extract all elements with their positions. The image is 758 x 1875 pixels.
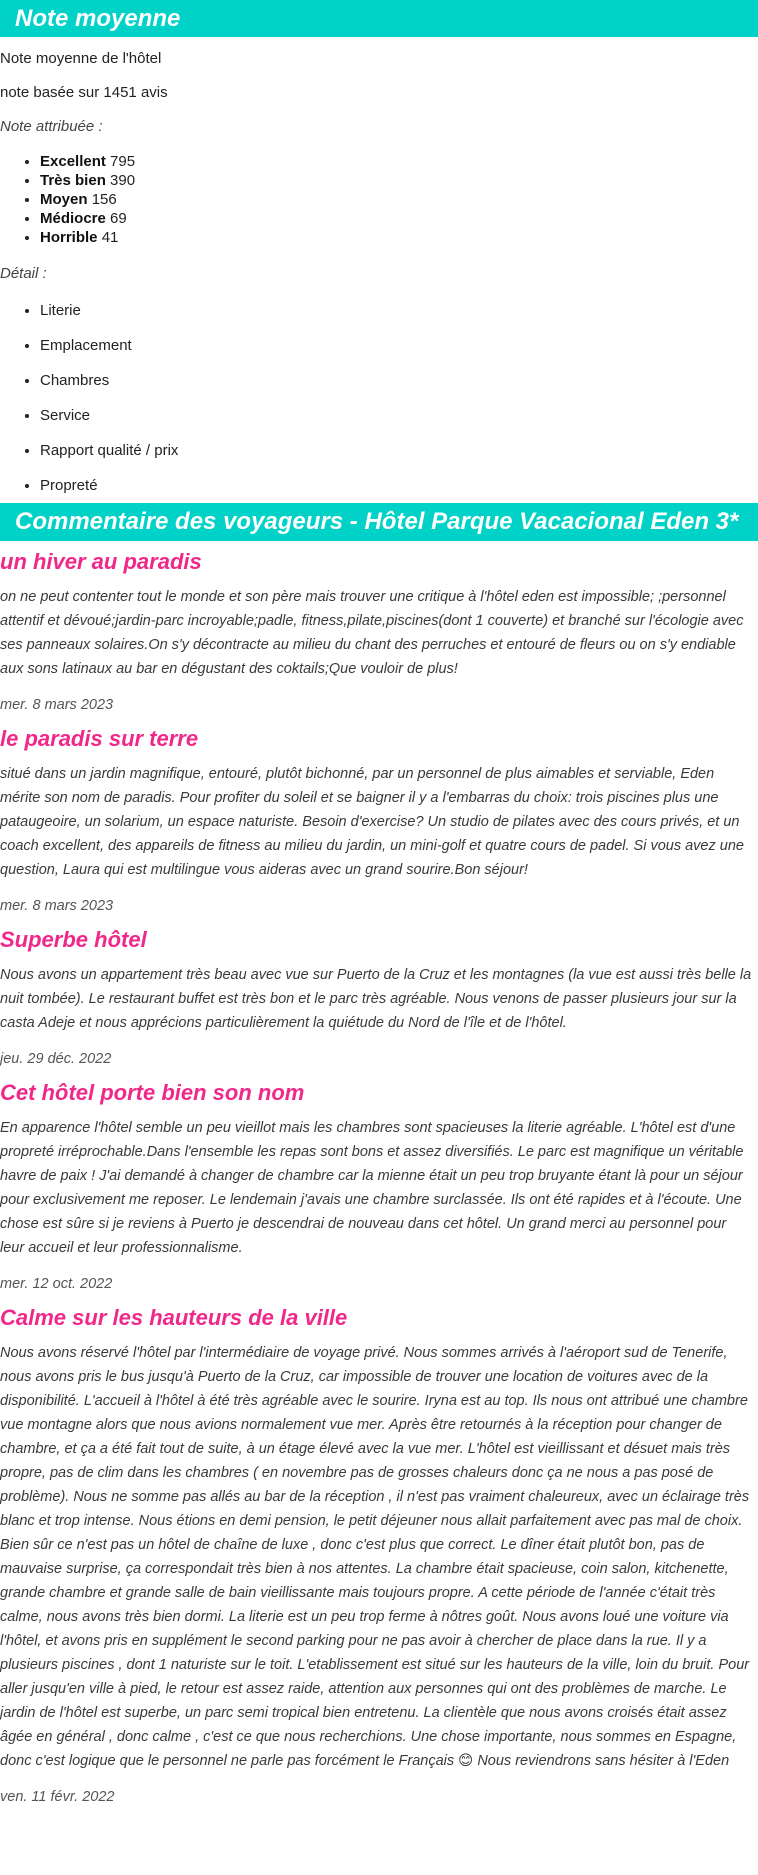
rating-label: Très bien bbox=[40, 172, 106, 189]
review-item bbox=[0, 548, 758, 714]
detail-item-location: • Emplacement bbox=[40, 336, 758, 355]
review-title: un hiver au paradis bbox=[0, 549, 202, 574]
rating-count: 390 bbox=[110, 172, 136, 189]
section-header-traveler-reviews: Commentaire des voyageurs - Hôtel Parque Vacacional Eden 3* bbox=[0, 503, 758, 541]
detail-item-value: • Rapport qualité / prix bbox=[40, 441, 758, 460]
review-title: le paradis sur terre bbox=[0, 726, 199, 751]
rating-label: Horrible bbox=[40, 229, 98, 246]
review-body: En apparence l'hôtel semble un peu vieillot mais les chambres sont spacieuses la literie agréable. L'hôtel est d'une propreté irréprochable.Dans l'ensemble les repas sont bons et assez diversifiés. Le parc est magnifique un véritable havre de paix ! J'ai demandé à changer de chambre car la mienne était un peu trop bruyante étant là pour un séjour pour exclusivement me reposer. Le lendemain j'avais une chambre surclassée. Ils ont été rapides et à l'écoute. Une chose est sûre si je reviens à Puerto je descendrai de nouveau dans cet hôtel. Un grand merci au personnel pour leur accueil et leur professionnalisme. bbox=[0, 1120, 744, 1256]
detail-item-cleanliness: • Propreté bbox=[40, 476, 758, 495]
rating-label: Moyen bbox=[40, 191, 88, 208]
detail-item-service: • Service bbox=[40, 406, 758, 425]
review-body: situé dans un jardin magnifique, entouré, plutôt bichonné, par un personnel de plus aimables et serviable, Eden mérite son nom de paradis. Pour profiter du soleil et se baigner il y a l'embarras du choix: trois piscines plus une pataugeoire, un solarium, un espace naturiste. Besoin d'exercise? Un studio de pilates avec des cours privés, et un coach excellent, des appareils de fitness au milieu du jardin, un mini-golf et quatre cours de padel. Si vous avez une question, Laura qui est multilingue vous aideras avec un grand sourire.Bon séjour! bbox=[0, 766, 744, 878]
detail-item-bedding: • Literie bbox=[40, 301, 758, 320]
section-header-average-rating: Note moyenne bbox=[0, 0, 758, 37]
rating-count: 156 bbox=[91, 191, 117, 208]
rating-item-very-good bbox=[40, 171, 758, 190]
review-date: ven. 11 févr. 2022 bbox=[0, 1789, 115, 1805]
review-count-text: note basée sur 1451 avis bbox=[0, 84, 168, 101]
rating-count: 795 bbox=[110, 153, 136, 170]
review-title: Superbe hôtel bbox=[0, 927, 147, 952]
awarded-rating-label: Note attribuée : bbox=[0, 118, 103, 135]
review-date: mer. 8 mars 2023 bbox=[0, 898, 114, 914]
average-rating-label: Note moyenne de l'hôtel bbox=[0, 50, 162, 67]
review-date: jeu. 29 déc. 2022 bbox=[0, 1051, 112, 1067]
review-title: Calme sur les hauteurs de la ville bbox=[0, 1305, 348, 1330]
detail-label: Détail : bbox=[0, 265, 47, 282]
rating-count: 41 bbox=[101, 229, 119, 246]
rating-breakdown-list bbox=[0, 152, 758, 247]
review-title: Cet hôtel porte bien son nom bbox=[0, 1080, 305, 1105]
rating-summary bbox=[0, 50, 758, 495]
review-item bbox=[0, 725, 758, 915]
rating-label: Excellent bbox=[40, 153, 106, 170]
rating-item-poor bbox=[40, 209, 758, 228]
rating-label: Médiocre bbox=[40, 210, 106, 227]
detail-criteria-list bbox=[0, 301, 758, 495]
review-list bbox=[0, 548, 758, 1806]
review-body: Nous avons réservé l'hôtel par l'intermédiaire de voyage privé. Nous sommes arrivés à l'aéroport sud de Tenerife, nous avons pris le bus jusqu'à Puerto de la Cruz, car impossible de trouver une location de voitures avec de la disponibilité. L'accueil à l'hôtel à été très agréable avec le sourire. Iryna est au top. Ils nous ont attribué une chambre vue montagne alors que nous avions normalement vue mer. Après être retournés à la réception pour changer de chambre, et ça a été fait tout de suite, à un étage élevé avec la vue mer. L'hôtel est vieillissant et désuet mais très propre, pas de clim dans les chambres ( en novembre pas de grosses chaleurs donc ça ne nous a pas posé de problème). Nous ne somme pas allés au bar de la réception , il n'est pas vraiment chaleureux, avec un éclairage très blanc et trop intense. Nous étions en demi pension, le petit déjeuner nous allait parfaitement avec pas mal de choix. Bien sûr ce n'est pas un hôtel de chaîne de luxe , donc c'est plus que correct. Le dîner était plutôt bon, pas de mauvaise surprise, ça correspondait très bien à nos attentes. La chambre était spacieuse, coin salon, kitchenette, grande chambre et grande salle de bain vieillissante mais toujours propre. A cette période de l'année c'était très calme, nous avons très bien dormi. La literie est un peu trop ferme à nôtres goût. Nous avons loué une voiture via l'hôtel, et avons pris en supplément le second parking pour ne pas avoir à chercher de place dans la rue. Il y a plusieurs piscines , dont 1 naturiste sur le toit. L'etablissement est situé sur les hauteurs de la ville, loin du bruit. Pour aller jusqu'en ville à pied, le retour est assez raide, attention aux personnes qui ont des problèmes de marche. Le jardin de l'hôtel est superbe, un parc semi tropical bien entretenu. La clientèle que nous avons croisés était assez âgée en général , donc calme , c'est ce que nous recherchions. Une chose importante, nous sommes en Espagne, donc c'est logique que le personnel ne parle pas forcément le Français 😊 Nous reviendrons sans hésiter à l'Eden bbox=[0, 1345, 750, 1769]
rating-item-average bbox=[40, 190, 758, 209]
review-date: mer. 8 mars 2023 bbox=[0, 697, 114, 713]
review-item bbox=[0, 926, 758, 1068]
review-item bbox=[0, 1304, 758, 1806]
review-body: Nous avons un appartement très beau avec vue sur Puerto de la Cruz et les montagnes (la vue est aussi très belle la nuit tombée). Le restaurant buffet est très bon et le parc très agréable. Nous venons de passer plusieurs jour sur la casta Adeje et nous apprécions particulièrement la quiétude du Nord de l'île et de l'hôtel. bbox=[0, 967, 752, 1031]
review-item bbox=[0, 1079, 758, 1293]
rating-count: 69 bbox=[110, 210, 127, 227]
review-body: on ne peut contenter tout le monde et son père mais trouver une critique à l'hôtel eden est impossible; ;personnel attentif et dévoué;jardin-parc incroyable;padle, fitness,pilate,piscines(dont 1 couverte) et branché sur l'écologie avec ses panneaux solaires.On s'y décontracte au milieu du chant des perruches et entouré de fleurs ou on s'y endiable aux sons latinaux au bar en dégustant des coktails;Que vouloir de plus! bbox=[0, 589, 744, 677]
rating-item-terrible bbox=[40, 228, 758, 247]
rating-item-excellent bbox=[40, 152, 758, 171]
detail-item-rooms: • Chambres bbox=[40, 371, 758, 390]
review-date: mer. 12 oct. 2022 bbox=[0, 1276, 113, 1292]
